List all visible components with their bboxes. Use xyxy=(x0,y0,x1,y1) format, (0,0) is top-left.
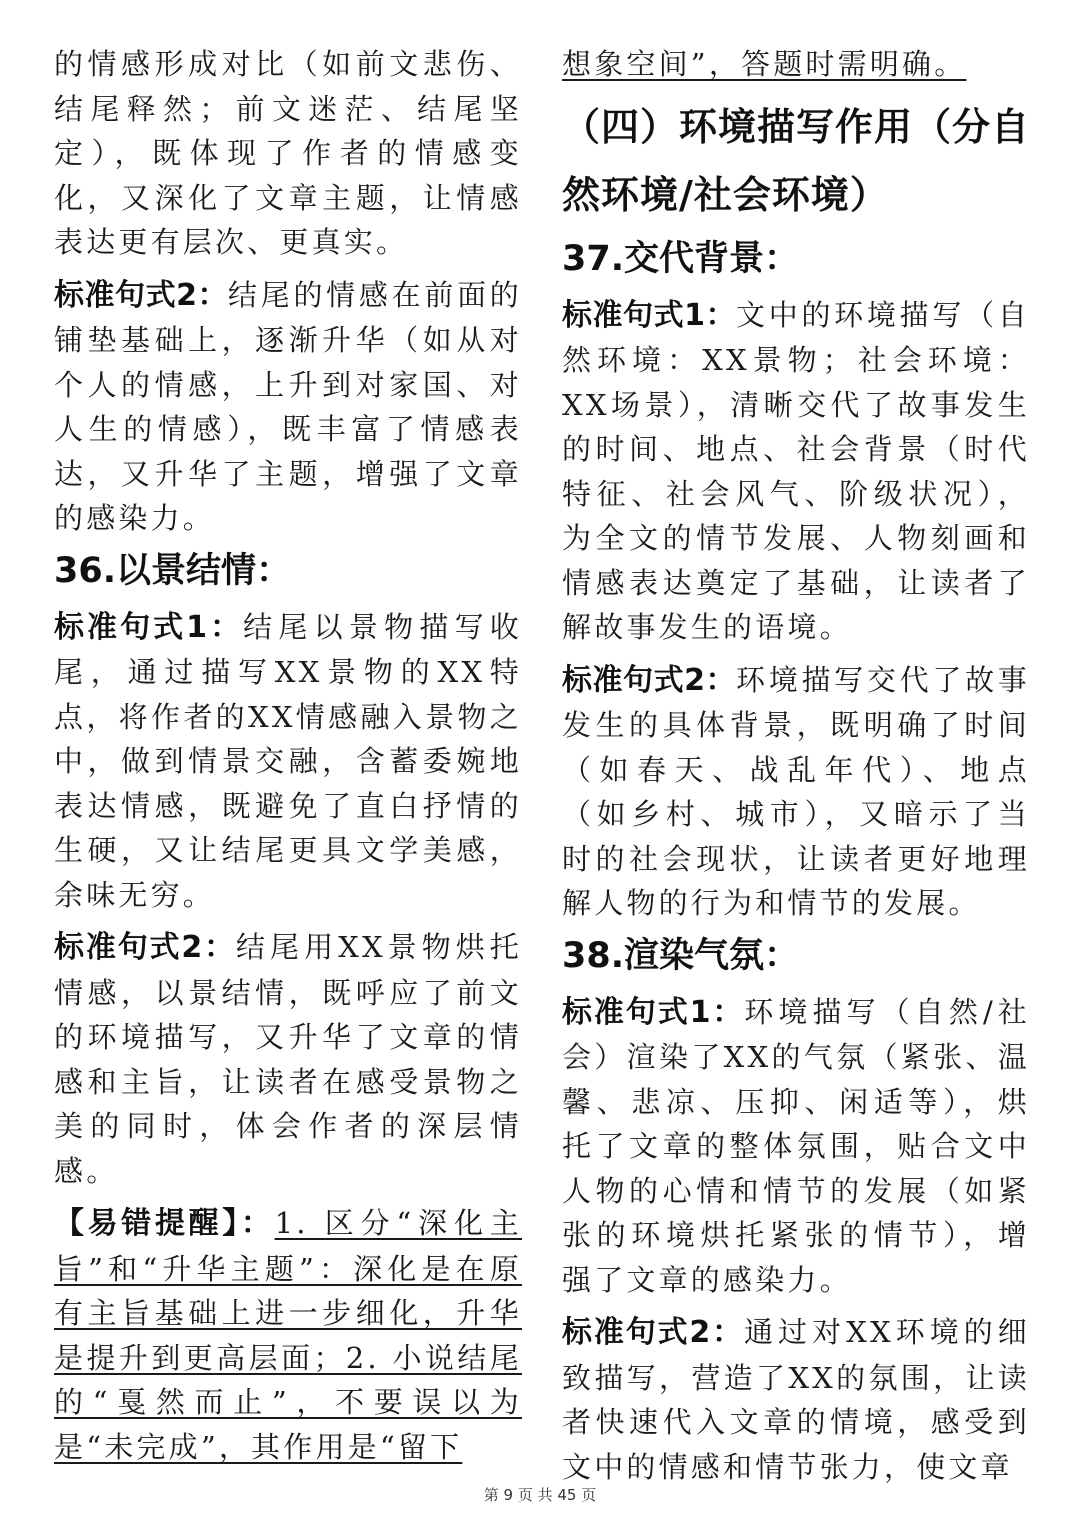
pattern-label: 标准句式1： xyxy=(562,297,737,333)
pattern-label: 标准句式1： xyxy=(54,609,244,645)
pattern-text: 环境描写（自然/社会）渲染了XX的气氛（紧张、温馨、悲凉、压抑、闲适等），烘托了文章的整体氛围，贴合文中人物的心情和情节的发展（如紧张的环境烘托紧张的情节），增强了文章的感染力。 xyxy=(562,994,1031,1297)
section-36-heading: 36.以景结情： xyxy=(54,550,292,591)
reminder-continued xyxy=(562,42,1030,87)
section-37-pattern-2 xyxy=(562,658,1030,926)
section-37-heading: 37.交代背景： xyxy=(562,238,800,279)
pattern-text: 结尾以景物描写收尾，通过描写XX景物的XX特点，将作者的XX情感融入景物之中，做到情景交融，含蓄委婉地表达情感，既避免了直白抒情的生硬，又让结尾更具文学美感，余味无穷。 xyxy=(54,609,523,912)
continued-paragraph: 的情感形成对比（如前文悲伤、结尾释然；前文迷茫、结尾坚定），既体现了作者的情感变化，又深化了文章主题，让情感表达更有层次、更真实。 xyxy=(54,47,522,259)
left-column xyxy=(54,42,522,1471)
right-column xyxy=(562,42,1030,1491)
pattern-label: 标准句式2： xyxy=(562,662,737,698)
error-reminder xyxy=(54,1201,522,1469)
pattern-2-paragraph xyxy=(54,273,522,541)
reminder-text: 1. 区分“深化主旨”和“升华主题”：深化是在原有主旨基础上进一步细化，升华是提升到更高层面；2. 小说结尾的“戛然而止”，不要误以为是“未完成”，其作用是“留下 xyxy=(54,1206,523,1464)
page-indicator: 第 9 页 共 45 页 xyxy=(483,1486,597,1504)
pattern-text: 文中的环境描写（自然环境：XX景物；社会环境：XX场景），清晰交代了故事发生的时间、地点、社会背景（时代特征、社会风气、阶级状况），为全文的情节发展、人物刻画和情感表达奠定了基础，让读者了解故事发生的语境。 xyxy=(562,297,1030,644)
pattern-text: 结尾用XX景物烘托情感，以景结情，既呼应了前文的环境描写，又升华了文章的情感和主旨，让读者在感受景物之美的同时，体会作者的深层情感。 xyxy=(54,930,522,1188)
pattern-text: 通过对XX环境的细致描写，营造了XX的氛围，让读者快速代入文章的情境，感受到文中的情感和情节张力，使文章 xyxy=(562,1315,1030,1484)
pattern-label: 标准句式1： xyxy=(562,994,745,1030)
pattern-label: 标准句式2： xyxy=(562,1315,744,1350)
reminder-continued-text: 想象空间”，答题时需明确。 xyxy=(562,47,967,81)
section-4-title: （四）环境描写作用（分自然环境/社会环境） xyxy=(562,104,1031,217)
pattern-label: 标准句式2： xyxy=(54,277,229,313)
section-37-pattern-1 xyxy=(562,293,1030,650)
section-38-heading: 38.渲染气氛： xyxy=(562,935,800,976)
pattern-label: 标准句式2： xyxy=(54,930,236,965)
pattern-text: 环境描写交代了故事发生的具体背景，既明确了时间（如春天、战乱年代）、地点（如乡村、城市），又暗示了当时的社会现状，让读者更好地理解人物的行为和情节的发展。 xyxy=(562,662,1030,920)
section-36-pattern-2 xyxy=(54,925,522,1193)
section-38-pattern-2 xyxy=(562,1310,1030,1489)
section-36-pattern-1 xyxy=(54,605,522,918)
pattern-text: 结尾的情感在前面的铺垫基础上，逐渐升华（如从对个人的情感，上升到对家国、对人生的情感），既丰富了情感表达，又升华了主题，增强了文章的感染力。 xyxy=(54,277,522,535)
section-38-pattern-1 xyxy=(562,990,1030,1303)
reminder-label: 【易错提醒】： xyxy=(54,1206,275,1241)
